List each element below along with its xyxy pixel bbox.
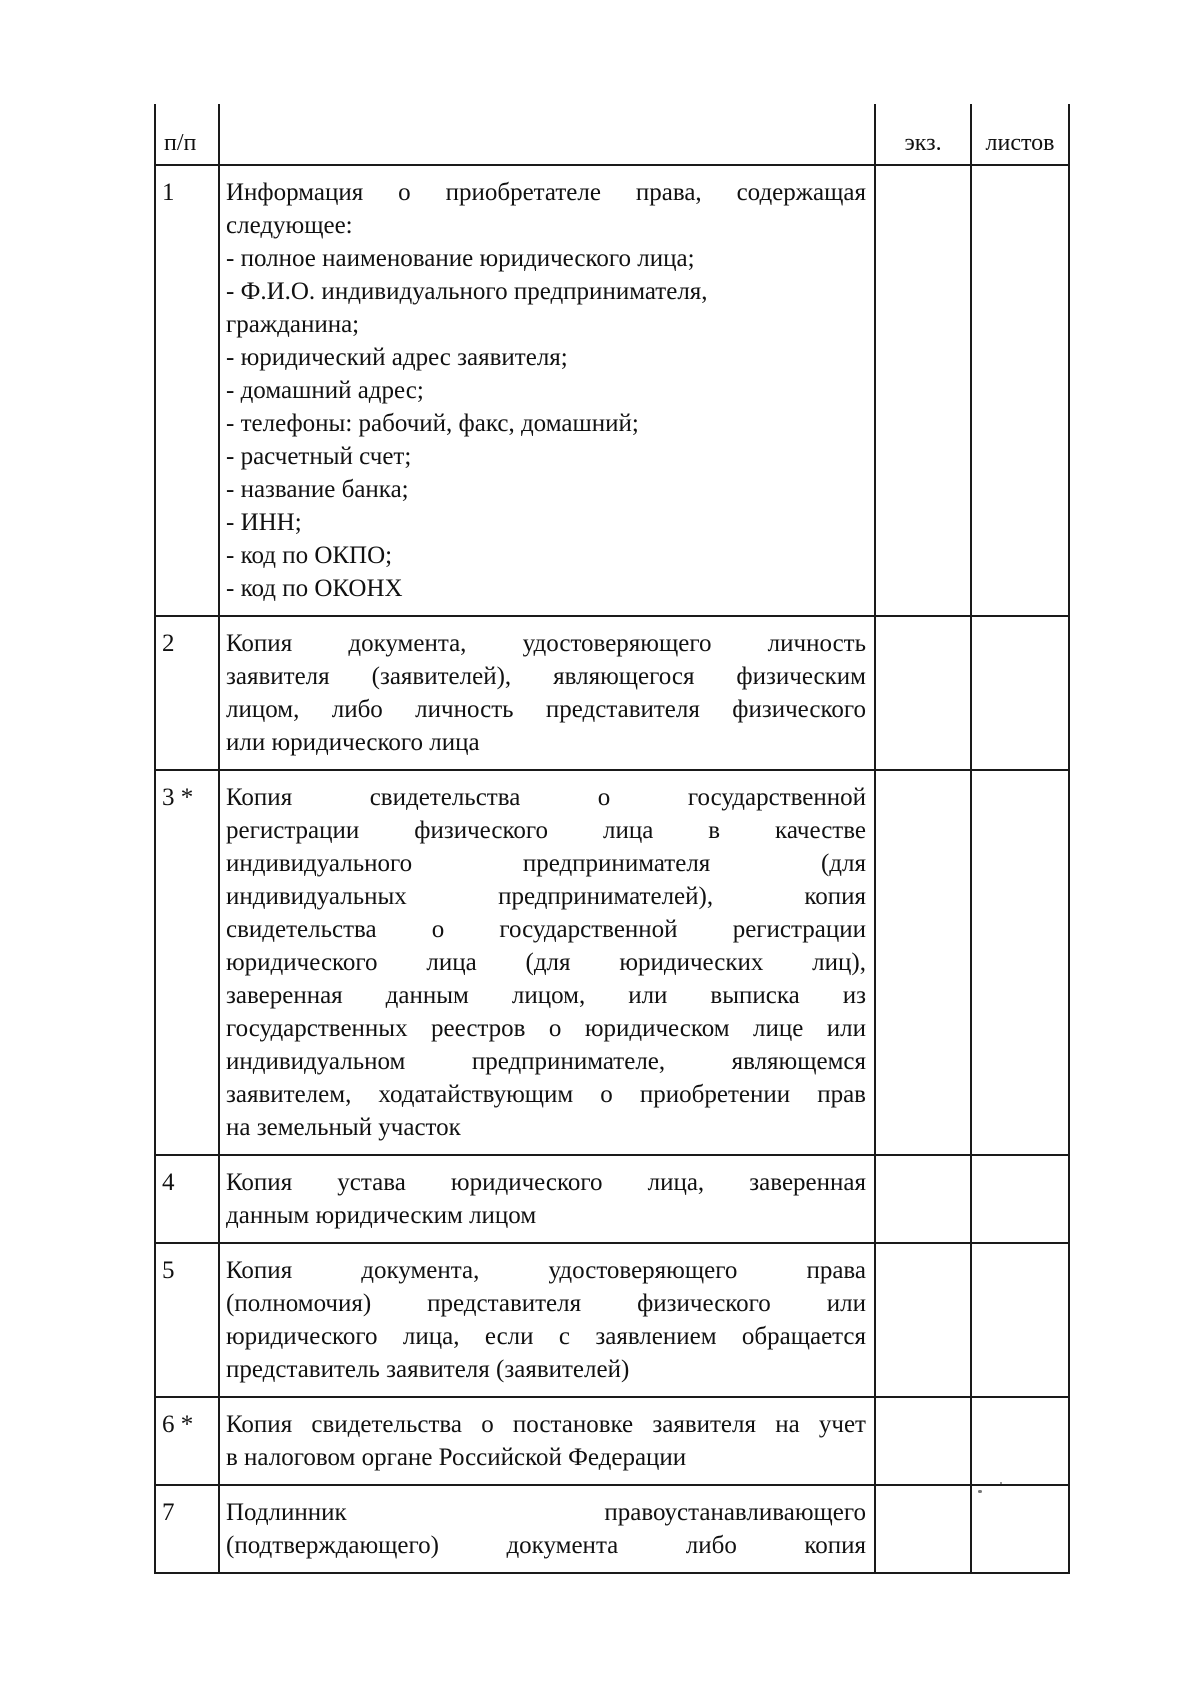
row-document-description <box>219 1397 875 1485</box>
text-line: Подлинник правоустанавливающего <box>226 1499 866 1526</box>
row-copies-cell <box>875 770 971 1155</box>
text-line: индивидуальных предпринимателей), копия <box>226 883 866 910</box>
text-line: заявителя (заявителей), являющегося физическим <box>226 663 866 690</box>
row-number: 6 * <box>155 1397 219 1485</box>
text-line: заявителем, ходатайствующим о приобретении прав <box>226 1081 866 1108</box>
text-line: Копия устава юридического лица, заверенная <box>226 1169 866 1196</box>
table-row <box>155 1155 1069 1243</box>
row-document-description <box>219 1485 875 1573</box>
text-line: на земельный участок <box>226 1114 461 1141</box>
text-line: юридического лица, если с заявлением обращается <box>226 1323 866 1350</box>
row-sheets-cell <box>971 165 1069 616</box>
row-document-description <box>219 770 875 1155</box>
text-line: заверенная данным лицом, или выписка из <box>226 982 866 1009</box>
table-row <box>155 616 1069 770</box>
text-line: - Ф.И.О. индивидуального предпринимателя, <box>226 278 708 305</box>
text-line: или юридического лица <box>226 729 480 756</box>
text-line: - домашний адрес; <box>226 377 424 404</box>
text-line: лицом, либо личность представителя физического <box>226 696 866 723</box>
header-number: п/п <box>155 104 219 165</box>
table-row <box>155 165 1069 616</box>
documents-table <box>154 104 1070 1574</box>
text-line: (полномочия) представителя физического или <box>226 1290 866 1317</box>
text-line: представитель заявителя (заявителей) <box>226 1356 630 1383</box>
table-row <box>155 1243 1069 1397</box>
row-number: 4 <box>155 1155 219 1243</box>
row-number: 5 <box>155 1243 219 1397</box>
scan-smudge <box>1000 1482 1002 1484</box>
header-document <box>219 104 875 165</box>
text-line: (подтверждающего) документа либо копия <box>226 1532 866 1559</box>
text-line: регистрации физического лица в качестве <box>226 817 866 844</box>
text-line: Копия свидетельства о государственной <box>226 784 866 811</box>
row-copies-cell <box>875 616 971 770</box>
row-number: 3 * <box>155 770 219 1155</box>
text-line: - полное наименование юридического лица; <box>226 245 695 272</box>
text-line: - телефоны: рабочий, факс, домашний; <box>226 410 639 437</box>
row-copies-cell <box>875 1397 971 1485</box>
row-copies-cell <box>875 1243 971 1397</box>
row-document-description <box>219 1155 875 1243</box>
row-number: 7 <box>155 1485 219 1573</box>
header-sheets: листов <box>971 104 1069 165</box>
row-number: 1 <box>155 165 219 616</box>
text-line: Информация о приобретателе права, содержащая <box>226 179 866 206</box>
text-line: - код по ОКОНХ <box>226 575 403 602</box>
text-line: - ИНН; <box>226 509 302 536</box>
text-line: индивидуальном предпринимателе, являющемся <box>226 1048 866 1075</box>
text-line: индивидуального предпринимателя (для <box>226 850 866 877</box>
text-line: данным юридическим лицом <box>226 1202 537 1229</box>
table-row <box>155 770 1069 1155</box>
row-copies-cell <box>875 165 971 616</box>
row-document-description <box>219 616 875 770</box>
text-line: - название банка; <box>226 476 409 503</box>
row-sheets-cell <box>971 1155 1069 1243</box>
text-line: следующее: <box>226 212 353 239</box>
row-number: 2 <box>155 616 219 770</box>
table-row <box>155 1397 1069 1485</box>
text-line: Копия свидетельства о постановке заявителя на учет <box>226 1411 866 1438</box>
table-row <box>155 1485 1069 1573</box>
row-sheets-cell <box>971 1397 1069 1485</box>
row-document-description <box>219 165 875 616</box>
row-sheets-cell <box>971 1243 1069 1397</box>
text-line: гражданина; <box>226 311 360 338</box>
table-header-row <box>155 104 1069 165</box>
row-copies-cell <box>875 1155 971 1243</box>
header-copies: экз. <box>875 104 971 165</box>
row-copies-cell <box>875 1485 971 1573</box>
text-line: Копия документа, удостоверяющего личность <box>226 630 866 657</box>
text-line: юридического лица (для юридических лиц), <box>226 949 866 976</box>
text-line: Копия документа, удостоверяющего права <box>226 1257 866 1284</box>
row-sheets-cell <box>971 1485 1069 1573</box>
row-document-description <box>219 1243 875 1397</box>
row-sheets-cell <box>971 616 1069 770</box>
text-line: свидетельства о государственной регистрации <box>226 916 866 943</box>
text-line: государственных реестров о юридическом лице или <box>226 1015 866 1042</box>
text-line: - юридический адрес заявителя; <box>226 344 568 371</box>
scan-smudge <box>978 1490 982 1493</box>
row-sheets-cell <box>971 770 1069 1155</box>
text-line: - код по ОКПО; <box>226 542 393 569</box>
text-line: в налоговом органе Российской Федерации <box>226 1444 687 1471</box>
text-line: - расчетный счет; <box>226 443 412 470</box>
